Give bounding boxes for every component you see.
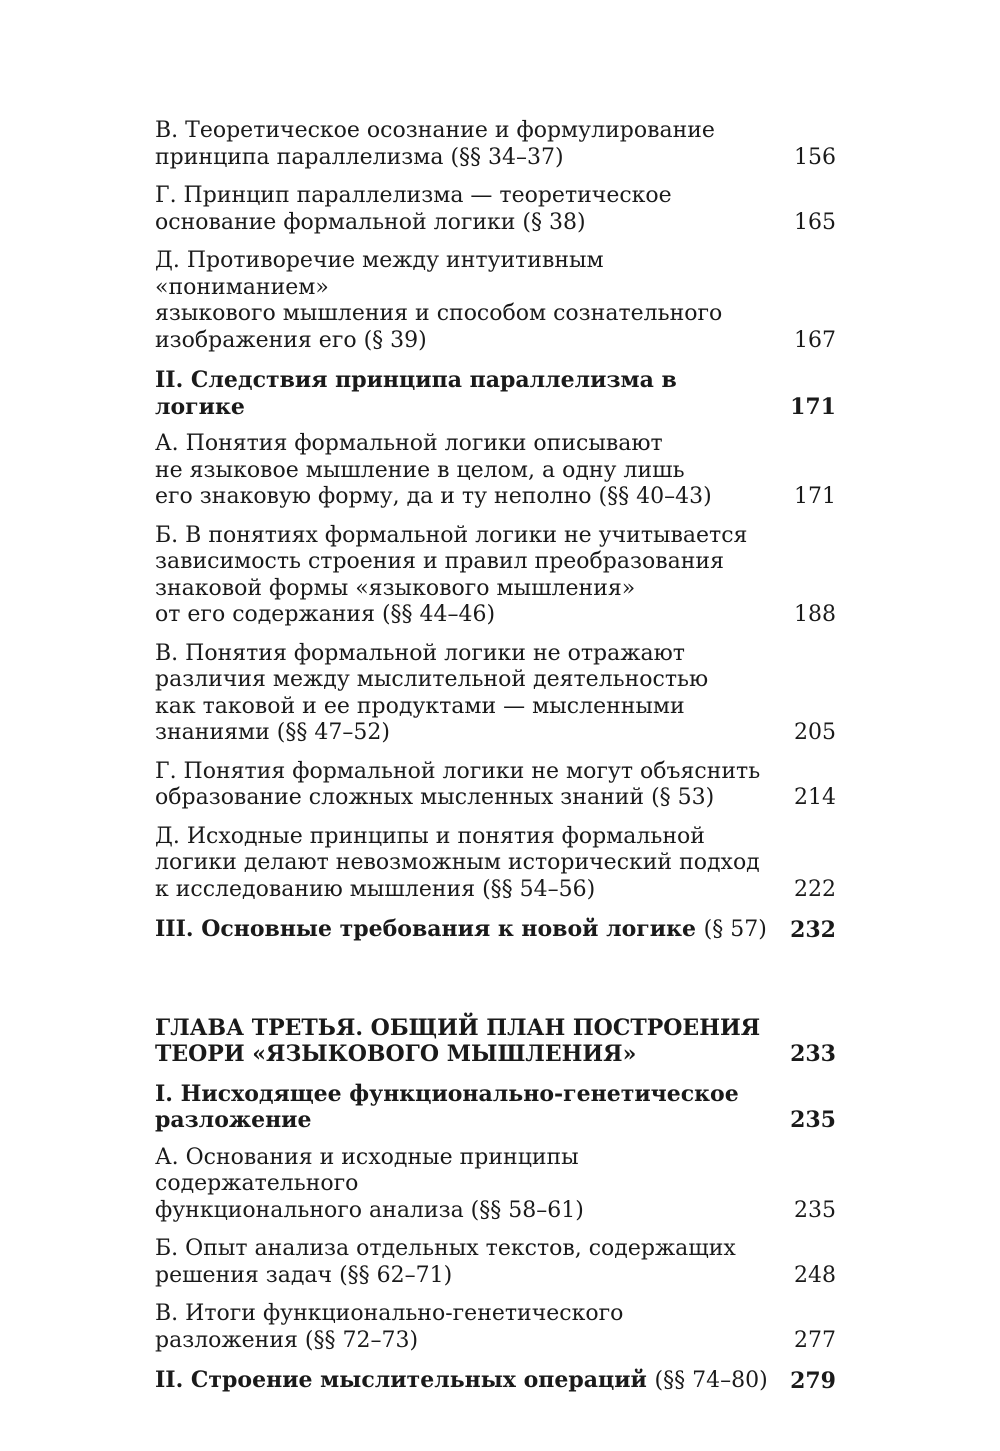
toc-entry — [155, 248, 836, 354]
toc-chapter-heading — [155, 1015, 836, 1068]
toc-section-title-text: III. Основные требования к новой логике — [155, 916, 696, 942]
toc-entry — [155, 1145, 836, 1225]
toc-entry — [155, 1301, 836, 1354]
toc-entry-page: 277 — [794, 1327, 836, 1353]
toc-entry-title: ГЛАВА ТРЕТЬЯ. ОБЩИЙ ПЛАН ПОСТРОЕНИЯ ТЕОРИ «ЯЗЫКОВОГО МЫШЛЕНИЯ» — [155, 1014, 761, 1067]
toc-section-title-text: II. Строение мыслительных операций — [155, 1367, 647, 1393]
toc-entry-title: А. Основания и исходные принципы содержательного функционального анализа (§§ 58–61) — [155, 1144, 584, 1223]
toc-entry-title — [155, 916, 788, 944]
toc-entry-title: Д. Противоречие между интуитивным «пониманием» языкового мышления и способом сознательного изображения его (§ 39) — [155, 248, 723, 353]
toc-entry-title: Г. Понятия формальной логики не могут объяснить образование сложных мысленных знаний (§ 53) — [155, 758, 761, 810]
toc-section-paragraph-ref: (§ 57) — [703, 917, 767, 942]
toc-entry-page: 235 — [794, 1197, 836, 1223]
toc-entry-page: 165 — [794, 209, 836, 235]
toc-section-paragraph-ref: (§§ 74–80) — [654, 1368, 768, 1393]
table-of-contents — [155, 118, 836, 1406]
toc-entry-title: В. Теоретическое осознание и формулирование принципа параллелизма (§§ 34–37) — [155, 118, 715, 170]
toc-entry-page: 279 — [790, 1368, 836, 1394]
toc-entry-title: В. Понятия формальной логики не отражают различия между мыслительной деятельностью как таковой и ее продуктами — мысленными знаниями (§§ 47–52) — [155, 640, 709, 745]
toc-entry-page: 171 — [790, 393, 836, 420]
toc-entry — [155, 118, 836, 171]
toc-entry-page: 156 — [794, 144, 836, 170]
toc-entry — [155, 523, 836, 629]
toc-entry — [155, 641, 836, 747]
toc-entry — [155, 431, 836, 511]
toc-entry-page: 167 — [794, 327, 836, 353]
toc-entry — [155, 1236, 836, 1289]
toc-entry — [155, 824, 836, 904]
toc-entry-page: 214 — [794, 785, 836, 810]
toc-entry-title: II. Следствия принципа параллелизма в логике — [155, 367, 677, 420]
toc-section-heading — [155, 1367, 836, 1395]
toc-entry-page: 188 — [794, 602, 836, 627]
toc-entry-page: 205 — [794, 720, 836, 745]
toc-section-heading — [155, 367, 836, 420]
toc-section-heading — [155, 1081, 836, 1134]
toc-entry — [155, 759, 836, 812]
toc-entry-page: 232 — [790, 917, 836, 943]
toc-entry-title: Б. Опыт анализа отдельных текстов, содержащих решения задач (§§ 62–71) — [155, 1236, 736, 1288]
toc-entry-title: А. Понятия формальной логики описывают не языковое мышление в целом, а одну лишь его знаковую форму, да и ту неполно (§§ 40–43) — [155, 431, 712, 509]
toc-entry-title: Д. Исходные принципы и понятия формальной логики делают невозможным исторический подход к исследованию мышления (§§ 54–56) — [155, 823, 760, 902]
toc-entry-title: Г. Принцип параллелизма — теоретическое основание формальной логики (§ 38) — [155, 183, 672, 235]
toc-entry-title: В. Итоги функционально-генетического разложения (§§ 72–73) — [155, 1301, 624, 1353]
toc-section-heading — [155, 916, 836, 944]
toc-entry-title: I. Нисходящее функционально-генетическое разложение — [155, 1080, 739, 1133]
toc-entry-page: 235 — [790, 1107, 836, 1133]
toc-entry — [155, 183, 836, 236]
toc-entry-title: Б. В понятиях формальной логики не учитывается зависимость строения и правил преобразования знаковой формы «языкового мышления» от его содержания (§§ 44–46) — [155, 522, 748, 627]
toc-entry-page: 233 — [790, 1041, 836, 1067]
toc-entry-page: 171 — [794, 484, 836, 509]
toc-entry-page: 222 — [794, 876, 836, 902]
toc-entry-page: 248 — [794, 1262, 836, 1288]
toc-entry-title — [155, 1367, 788, 1395]
